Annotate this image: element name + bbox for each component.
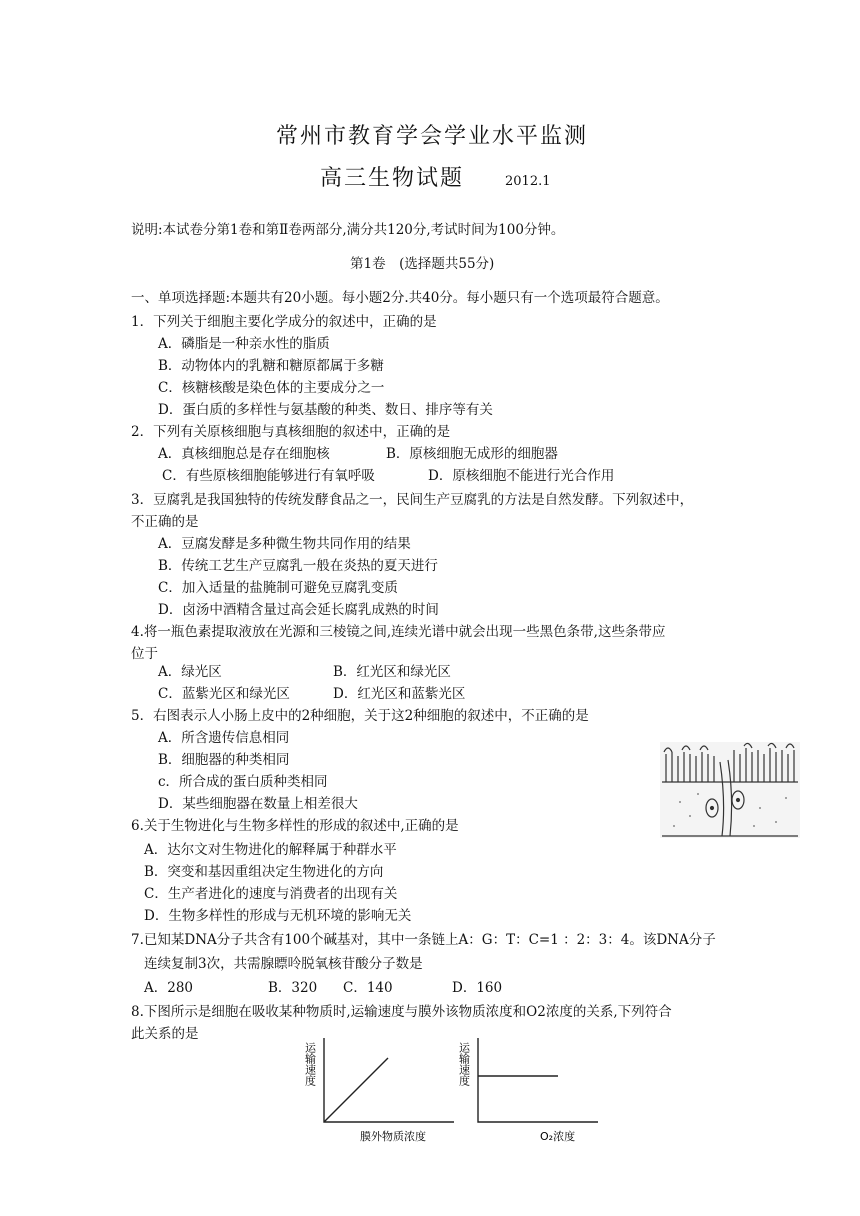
section-heading: 一、单项选择题:本题共有20小题。每小题2分.共40分。每小题只有一个选项最符合题意。 xyxy=(131,290,669,306)
q3-option-c: C．加入适量的盐腌制可避免豆腐乳变质 xyxy=(158,580,398,596)
exam-note: 说明:本试卷分第1卷和第Ⅱ卷两部分,满分共120分,考试时间为100分钟。 xyxy=(131,222,565,238)
q7-option-c: C．140 xyxy=(343,980,393,996)
q2-option-b: B．原核细胞无成形的细胞器 xyxy=(386,446,558,462)
q6-option-a: A．达尔文对生物进化的解释属于种群水平 xyxy=(144,842,397,858)
q2-stem: 2．下列有关原核细胞与真核细胞的叙述中，正确的是 xyxy=(131,424,451,440)
q4-stem-line1: 4.将一瓶色素提取液放在光源和三棱镜之间,连续光谱中就会出现一些黑色条带,这些条带应 xyxy=(131,624,666,640)
q8-stem-line1: 8.下图所示是细胞在吸收某种物质时,运输速度与膜外该物质浓度和O2浓度的关系,下列符合 xyxy=(131,1004,672,1020)
q4-stem-line2: 位于 xyxy=(131,646,158,662)
q1-option-a: A．磷脂是一种亲水性的脂质 xyxy=(158,336,330,352)
q5-option-c: c．所合成的蛋白质种类相同 xyxy=(158,774,328,790)
q4-option-d: D．红光区和蓝紫光区 xyxy=(333,686,466,702)
q1-option-c: C．核糖核酸是染色体的主要成分之一 xyxy=(158,380,385,396)
q1-stem: 1．下列关于细胞主要化学成分的叙述中，正确的是 xyxy=(131,314,437,330)
q5-option-a: A．所含遗传信息相同 xyxy=(158,730,290,746)
q3-stem-line2: 不正确的是 xyxy=(131,514,199,530)
q1-option-d: D．蛋白质的多样性与氨基酸的种类、数日、排序等有关 xyxy=(158,402,493,418)
q2-option-c: C．有些原核细胞能够进行有氧呼吸 xyxy=(162,468,375,484)
q3-option-a: A．豆腐发酵是多种微生物共同作用的结果 xyxy=(158,536,411,552)
intestinal-cells-figure xyxy=(660,742,800,838)
graph2-ylabel: 运输速度 xyxy=(457,1042,471,1086)
volume-heading: 第1卷 (选择题共55分) xyxy=(350,256,495,272)
q7-option-a: A．280 xyxy=(144,980,194,996)
q3-option-d: D．卤汤中酒精含量过高会延长腐乳成熟的时间 xyxy=(158,602,439,618)
q3-stem-line1: 3．豆腐乳是我国独特的传统发酵食品之一，民间生产豆腐乳的方法是自然发酵。下列叙述中， xyxy=(131,492,694,508)
q2-option-a: A．真核细胞总是存在细胞核 xyxy=(158,446,330,462)
q4-option-a: A．绿光区 xyxy=(158,664,222,680)
q6-option-b: B．突变和基因重组决定生物进化的方向 xyxy=(144,864,384,880)
q6-stem: 6.关于生物进化与生物多样性的形成的叙述中,正确的是 xyxy=(131,818,459,834)
q7-stem-line1: 7.已知某DNA分子共含有100个碱基对，其中一条链上A：G：T：C=1 ：2：3：4。该DNA分子 xyxy=(131,932,716,948)
q6-option-d: D．生物多样性的形成与无机环境的影响无关 xyxy=(144,908,412,924)
q7-option-d: D．160 xyxy=(452,980,503,996)
q5-stem: 5．右图表示人小肠上皮中的2种细胞，关于这2种细胞的叙述中，不正确的是 xyxy=(131,708,589,724)
graph1-ylabel: 运输速度 xyxy=(303,1042,317,1086)
graph2-xlabel: O₂浓度 xyxy=(540,1130,576,1143)
q7-option-b: B．320 xyxy=(268,980,318,996)
exam-date: 2012.1 xyxy=(505,174,551,189)
exam-title: 常州市教育学会学业水平监测 xyxy=(276,124,589,149)
q6-option-c: C．生产者进化的速度与消费者的出现有关 xyxy=(144,886,398,902)
q1-option-b: B．动物体内的乳糖和糖原都属于多糖 xyxy=(158,358,384,374)
exam-subtitle: 高三生物试题 xyxy=(320,166,465,191)
graph1-linear-line xyxy=(324,1058,388,1122)
graph-transport-vs-concentration xyxy=(296,1034,466,1150)
q7-stem-line2: 连续复制3次，共需腺瞟呤脱氧核苷酸分子数是 xyxy=(144,956,423,972)
graph1-xlabel: 膜外物质浓度 xyxy=(360,1130,426,1143)
q4-option-b: B．红光区和绿光区 xyxy=(333,664,451,680)
q5-option-b: B．细胞器的种类相同 xyxy=(158,752,290,768)
q2-option-d: D．原核细胞不能进行光合作用 xyxy=(428,468,615,484)
graph-transport-vs-oxygen xyxy=(456,1034,606,1150)
q3-option-b: B．传统工艺生产豆腐乳一般在炎热的夏天进行 xyxy=(158,558,438,574)
q5-option-d: D．某些细胞器在数量上相差很大 xyxy=(158,796,358,812)
q4-option-c: C．蓝紫光区和绿光区 xyxy=(158,686,290,702)
q8-stem-line2: 此关系的是 xyxy=(131,1026,199,1042)
